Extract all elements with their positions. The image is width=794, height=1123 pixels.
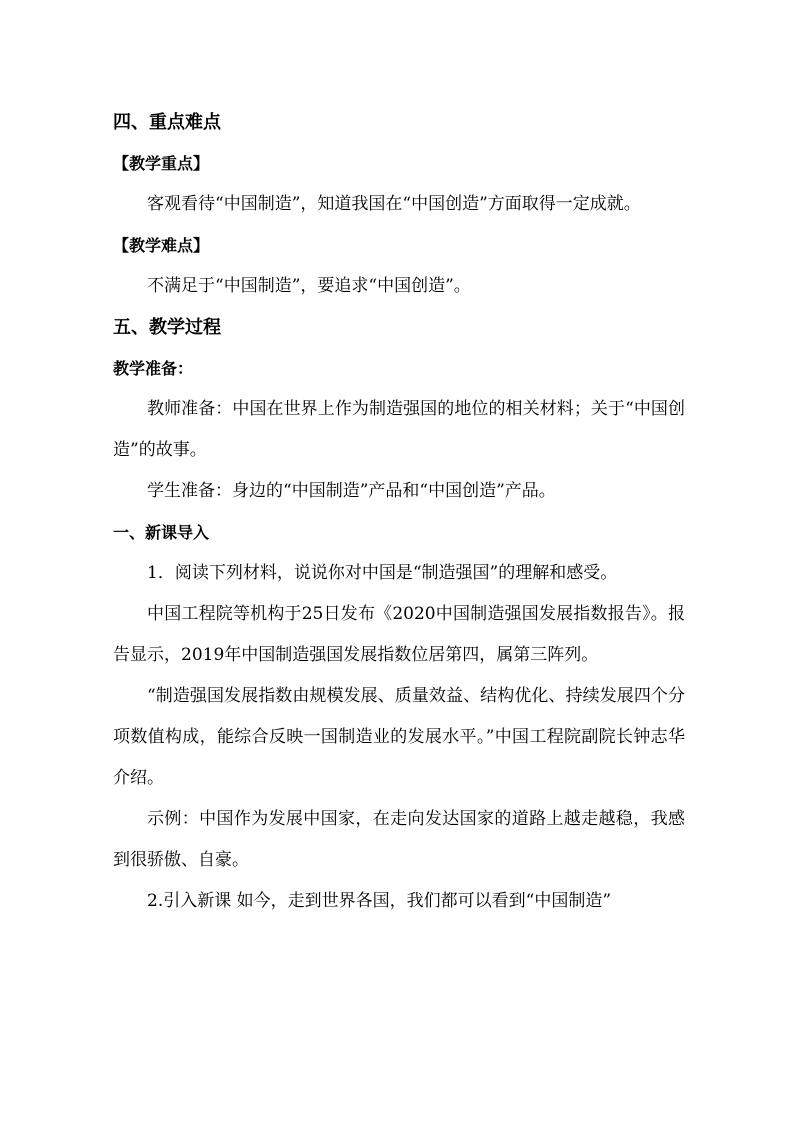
key-points-label: 【教学重点】 [113,154,210,173]
intro-heading: 一、新课导入 [113,523,210,542]
teacher-preparation: 教师准备：中国在世界上作为制造强国的地位的相关材料；关于“中国创造”的故事。 [113,399,685,460]
example-text: 示例：中国作为发展中国家，在走向发达国家的道路上越走越稳，我感到很骄傲、自豪。 [113,809,685,870]
step-1-text: 1．阅读下列材料，说说你对中国是“制造强国”的理解和感受。 [147,563,618,583]
page-content [113,102,685,922]
student-preparation: 学生准备：身边的“中国制造”产品和“中国创造”产品。 [147,481,556,501]
section-5-heading: 五、教学过程 [113,317,221,338]
difficulty-label: 【教学难点】 [113,236,210,255]
step-2-text: 2.引入新课 如今，走到世界各国，我们都可以看到“中国制造” [147,891,612,911]
material-paragraph-1: 中国工程院等机构于25日发布《2020中国制造强国发展指数报告》。报告显示，2019年中国制造强国发展指数位居第四，属第三阵列。 [113,604,685,665]
preparation-label: 教学准备： [113,359,194,378]
difficulty-text: 不满足于“中国制造”，要追求“中国创造”。 [147,276,471,296]
material-paragraph-2: “制造强国发展指数由规模发展、质量效益、结构优化、持续发展四个分项数值构成，能综合反映一国制造业的发展水平。”中国工程院副院长钟志华介绍。 [113,686,685,788]
key-points-text: 客观看待“中国制造”，知道我国在“中国创造”方面取得一定成就。 [147,194,641,214]
section-4-heading: 四、重点难点 [113,112,221,133]
